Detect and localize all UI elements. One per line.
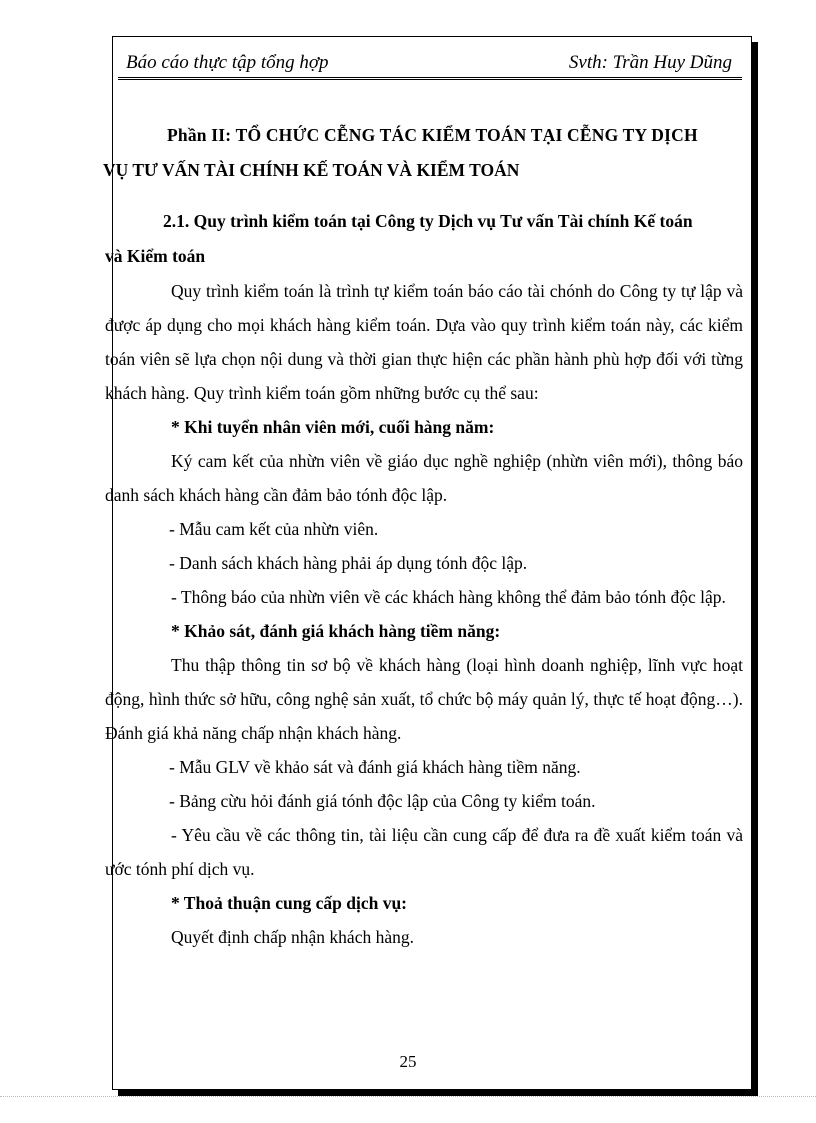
- step-1-item: - Thông báo của nhừn viên về các khách hàng không thể đảm bảo tónh độc lập.: [171, 587, 726, 607]
- part-title-line-1: Phần II: TỔ CHỨC CỄNG TÁC KIỂM TOÁN TẠI CỄNG TY DỊCH: [167, 125, 698, 145]
- running-header: [118, 52, 738, 78]
- part-title: [103, 118, 743, 188]
- header-report-title: Báo cáo thực tập tổng hợp: [126, 52, 329, 73]
- section-title-line-2: và Kiểm toán: [105, 246, 206, 266]
- step-2-heading: * Khảo sát, đánh giá khách hàng tiềm năng:: [171, 621, 501, 641]
- document-body: [103, 118, 743, 954]
- header-student-name: Svth: Trần Huy Dũng: [568, 52, 732, 73]
- header-rule: [118, 77, 742, 80]
- step-2-item: - Bảng cừu hỏi đánh giá tónh độc lập của Công ty kiểm toán.: [169, 791, 596, 811]
- step-1-item: - Mẫu cam kết của nhừn viên.: [169, 519, 379, 539]
- step-2-item: - Yêu cầu về các thông tin, tài liệu cần cung cấp để đưa ra đề xuất kiểm toán và ước tónh phí dịch vụ.: [105, 825, 743, 879]
- part-title-line-2: VỤ TƯ VẤN TÀI CHÍNH KẾ TOÁN VÀ KIỂM TOÁN: [103, 160, 520, 180]
- step-2-paragraph: Thu thập thông tin sơ bộ về khách hàng (loại hình doanh nghiệp, lĩnh vực hoạt động, hình thức sở hữu, công nghệ sản xuất, tổ chức bộ máy quản lý, thực tế hoạt động…). Đánh giá khả năng chấp nhận khách hàng.: [105, 655, 743, 743]
- section-title-line-1: 2.1. Quy trình kiểm toán tại Công ty Dịch vụ Tư vấn Tài chính Kế toán: [163, 211, 693, 231]
- intro-paragraph: Quy trình kiểm toán là trình tự kiểm toán báo cáo tài chónh do Công ty tự lập và được áp dụng cho mọi khách hàng kiểm toán. Dựa vào quy trình kiểm toán này, các kiểm toán viên sẽ lựa chọn nội dung và thời gian thực hiện các phần hành phù hợp đối với từng khách hàng. Quy trình kiểm toán gồm những bước cụ thể sau:: [105, 281, 743, 403]
- section-title: [105, 204, 743, 274]
- step-1-heading: * Khi tuyển nhân viên mới, cuối hàng năm:: [171, 417, 495, 437]
- step-2-item: - Mẫu GLV về khảo sát và đánh giá khách hàng tiềm năng.: [169, 757, 581, 777]
- step-1-item: - Danh sách khách hàng phải áp dụng tónh độc lập.: [169, 553, 528, 573]
- bottom-divider: [0, 1096, 816, 1097]
- step-3-paragraph: Quyết định chấp nhận khách hàng.: [171, 927, 414, 947]
- step-1-paragraph: Ký cam kết của nhừn viên về giáo dục nghề nghiệp (nhừn viên mới), thông báo danh sách khách hàng cần đảm bảo tónh độc lập.: [105, 451, 743, 505]
- page-number: 25: [399, 1052, 417, 1071]
- step-3-heading: * Thoả thuận cung cấp dịch vụ:: [171, 893, 408, 913]
